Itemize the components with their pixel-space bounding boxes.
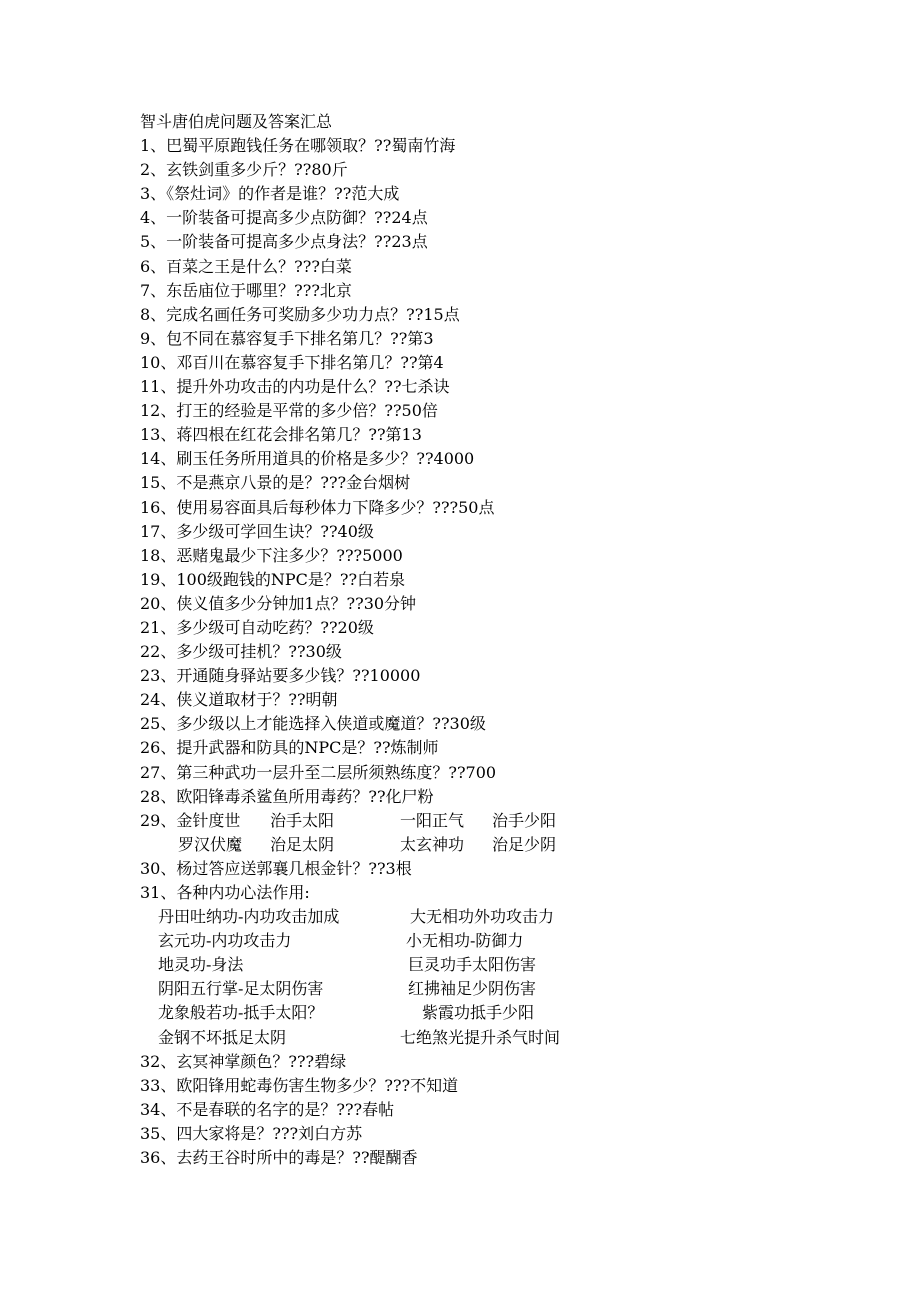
- item31-left: 金钢不坏抵足太阴: [158, 1027, 287, 1047]
- list-item: 14、刷玉任务所用道具的价格是多少？??4000: [140, 449, 475, 469]
- item31-row: [140, 977, 840, 1001]
- item31-right: 红拂袖足少阴伤害: [408, 979, 537, 999]
- item31-row: [140, 1026, 840, 1050]
- item31-left: 玄元功-内功攻击力: [158, 931, 292, 951]
- item31-right: 紫霞功抵手少阳: [422, 1003, 535, 1023]
- list-item: 21、多少级可自动吃药？??20级: [140, 617, 374, 637]
- list-item: 30、杨过答应送郭襄几根金针？??3根: [140, 858, 412, 878]
- item31-row: [140, 953, 840, 977]
- list-item: 27、第三种武功一层升至二层所须熟练度？??700: [140, 762, 497, 782]
- item31-row: [140, 905, 840, 929]
- document-body: [140, 110, 840, 1170]
- item31-left: 龙象般若功-抵手太阳？: [158, 1003, 324, 1023]
- item31-heading: 31、各种内功心法作用:: [140, 883, 310, 902]
- item31-left: 阴阳五行掌-足太阴伤害: [158, 979, 324, 999]
- item29-col2: 治手太阳: [270, 810, 335, 830]
- list-item: 18、恶赌鬼最少下注多少？???5000: [140, 545, 403, 565]
- item31-row: [140, 1001, 840, 1025]
- list-item: 3、《祭灶词》的作者是谁？??范大成: [140, 184, 400, 204]
- list-item: 11、提升外功攻击的内功是什么？??七杀诀: [140, 377, 450, 397]
- list-item: 24、侠义道取材于？??明朝: [140, 690, 338, 710]
- list-item: 1、巴蜀平原跑钱任务在哪领取？??蜀南竹海: [140, 136, 456, 156]
- list-item: 33、欧阳锋用蛇毒伤害生物多少？???不知道: [140, 1075, 459, 1095]
- list-item: 32、玄冥神掌颜色？???碧绿: [140, 1051, 347, 1071]
- list-item: 6、百菜之王是什么？???白菜: [140, 256, 352, 276]
- list-item: 13、蒋四根在红花会排名第几？??第13: [140, 425, 422, 445]
- list-item: 20、侠义值多少分钟加1点？??30分钟: [140, 593, 417, 613]
- document-title: 智斗唐伯虎问题及答案汇总: [140, 112, 333, 131]
- list-item: 19、100级跑钱的NPC是？??白若泉: [140, 569, 406, 589]
- item31-right: 巨灵功手太阳伤害: [408, 955, 537, 975]
- item29-col4: 治足少阴: [492, 834, 557, 854]
- list-item: 9、包不同在慕容复手下排名第几？??第3: [140, 328, 434, 348]
- item29-col3: 一阳正气: [400, 810, 465, 830]
- item31-left: 丹田吐纳功-内功攻击加成: [158, 907, 340, 927]
- list-item: 2、玄铁剑重多少斤？??80斤: [140, 160, 348, 180]
- list-item: 36、去药王谷时所中的毒是？??醍醐香: [140, 1148, 418, 1168]
- item29-col1: 29、金针度世: [140, 810, 241, 830]
- list-item: 12、打王的经验是平常的多少倍？??50倍: [140, 401, 438, 421]
- item29-row1: [140, 809, 840, 833]
- list-item: 28、欧阳锋毒杀鲨鱼所用毒药？??化尸粉: [140, 786, 434, 806]
- list-item: 17、多少级可学回生诀？??40级: [140, 521, 374, 541]
- list-item: 26、提升武器和防具的NPC是？??炼制师: [140, 738, 439, 758]
- list-item: 22、多少级可挂机？??30级: [140, 642, 342, 662]
- list-item: 34、不是春联的名字的是？???春帖: [140, 1099, 395, 1119]
- item31-row: [140, 929, 840, 953]
- item29-col1: 罗汉伏魔: [178, 834, 243, 854]
- item31-left: 地灵功-身法: [158, 955, 244, 975]
- item29-col4: 治手少阳: [492, 810, 557, 830]
- list-item: 4、一阶装备可提高多少点防御？??24点: [140, 208, 428, 228]
- item31-right: 七绝煞光提升杀气时间: [400, 1027, 561, 1047]
- list-item: 35、四大家将是？???刘白方苏: [140, 1123, 363, 1143]
- item29-col2: 治足太阴: [270, 834, 335, 854]
- list-item: 25、多少级以上才能选择入侠道或魔道？??30级: [140, 714, 486, 734]
- item31-right: 大无相功外功攻击力: [410, 907, 555, 927]
- list-item: 15、不是燕京八景的是？???金台烟树: [140, 473, 411, 493]
- list-item: 8、完成名画任务可奖励多少功力点？??15点: [140, 304, 460, 324]
- item29-row2: [140, 833, 840, 857]
- list-item: 16、使用易容面具后每秒体力下降多少？???50点: [140, 497, 495, 517]
- list-item: 23、开通随身驿站要多少钱？??10000: [140, 666, 421, 686]
- item31-right: 小无相功-防御力: [406, 931, 524, 951]
- list-item: 7、东岳庙位于哪里？???北京: [140, 280, 352, 300]
- list-item: 10、邓百川在慕容复手下排名第几？??第4: [140, 352, 444, 372]
- list-item: 5、一阶装备可提高多少点身法？??23点: [140, 232, 428, 252]
- item29-col3: 太玄神功: [400, 834, 465, 854]
